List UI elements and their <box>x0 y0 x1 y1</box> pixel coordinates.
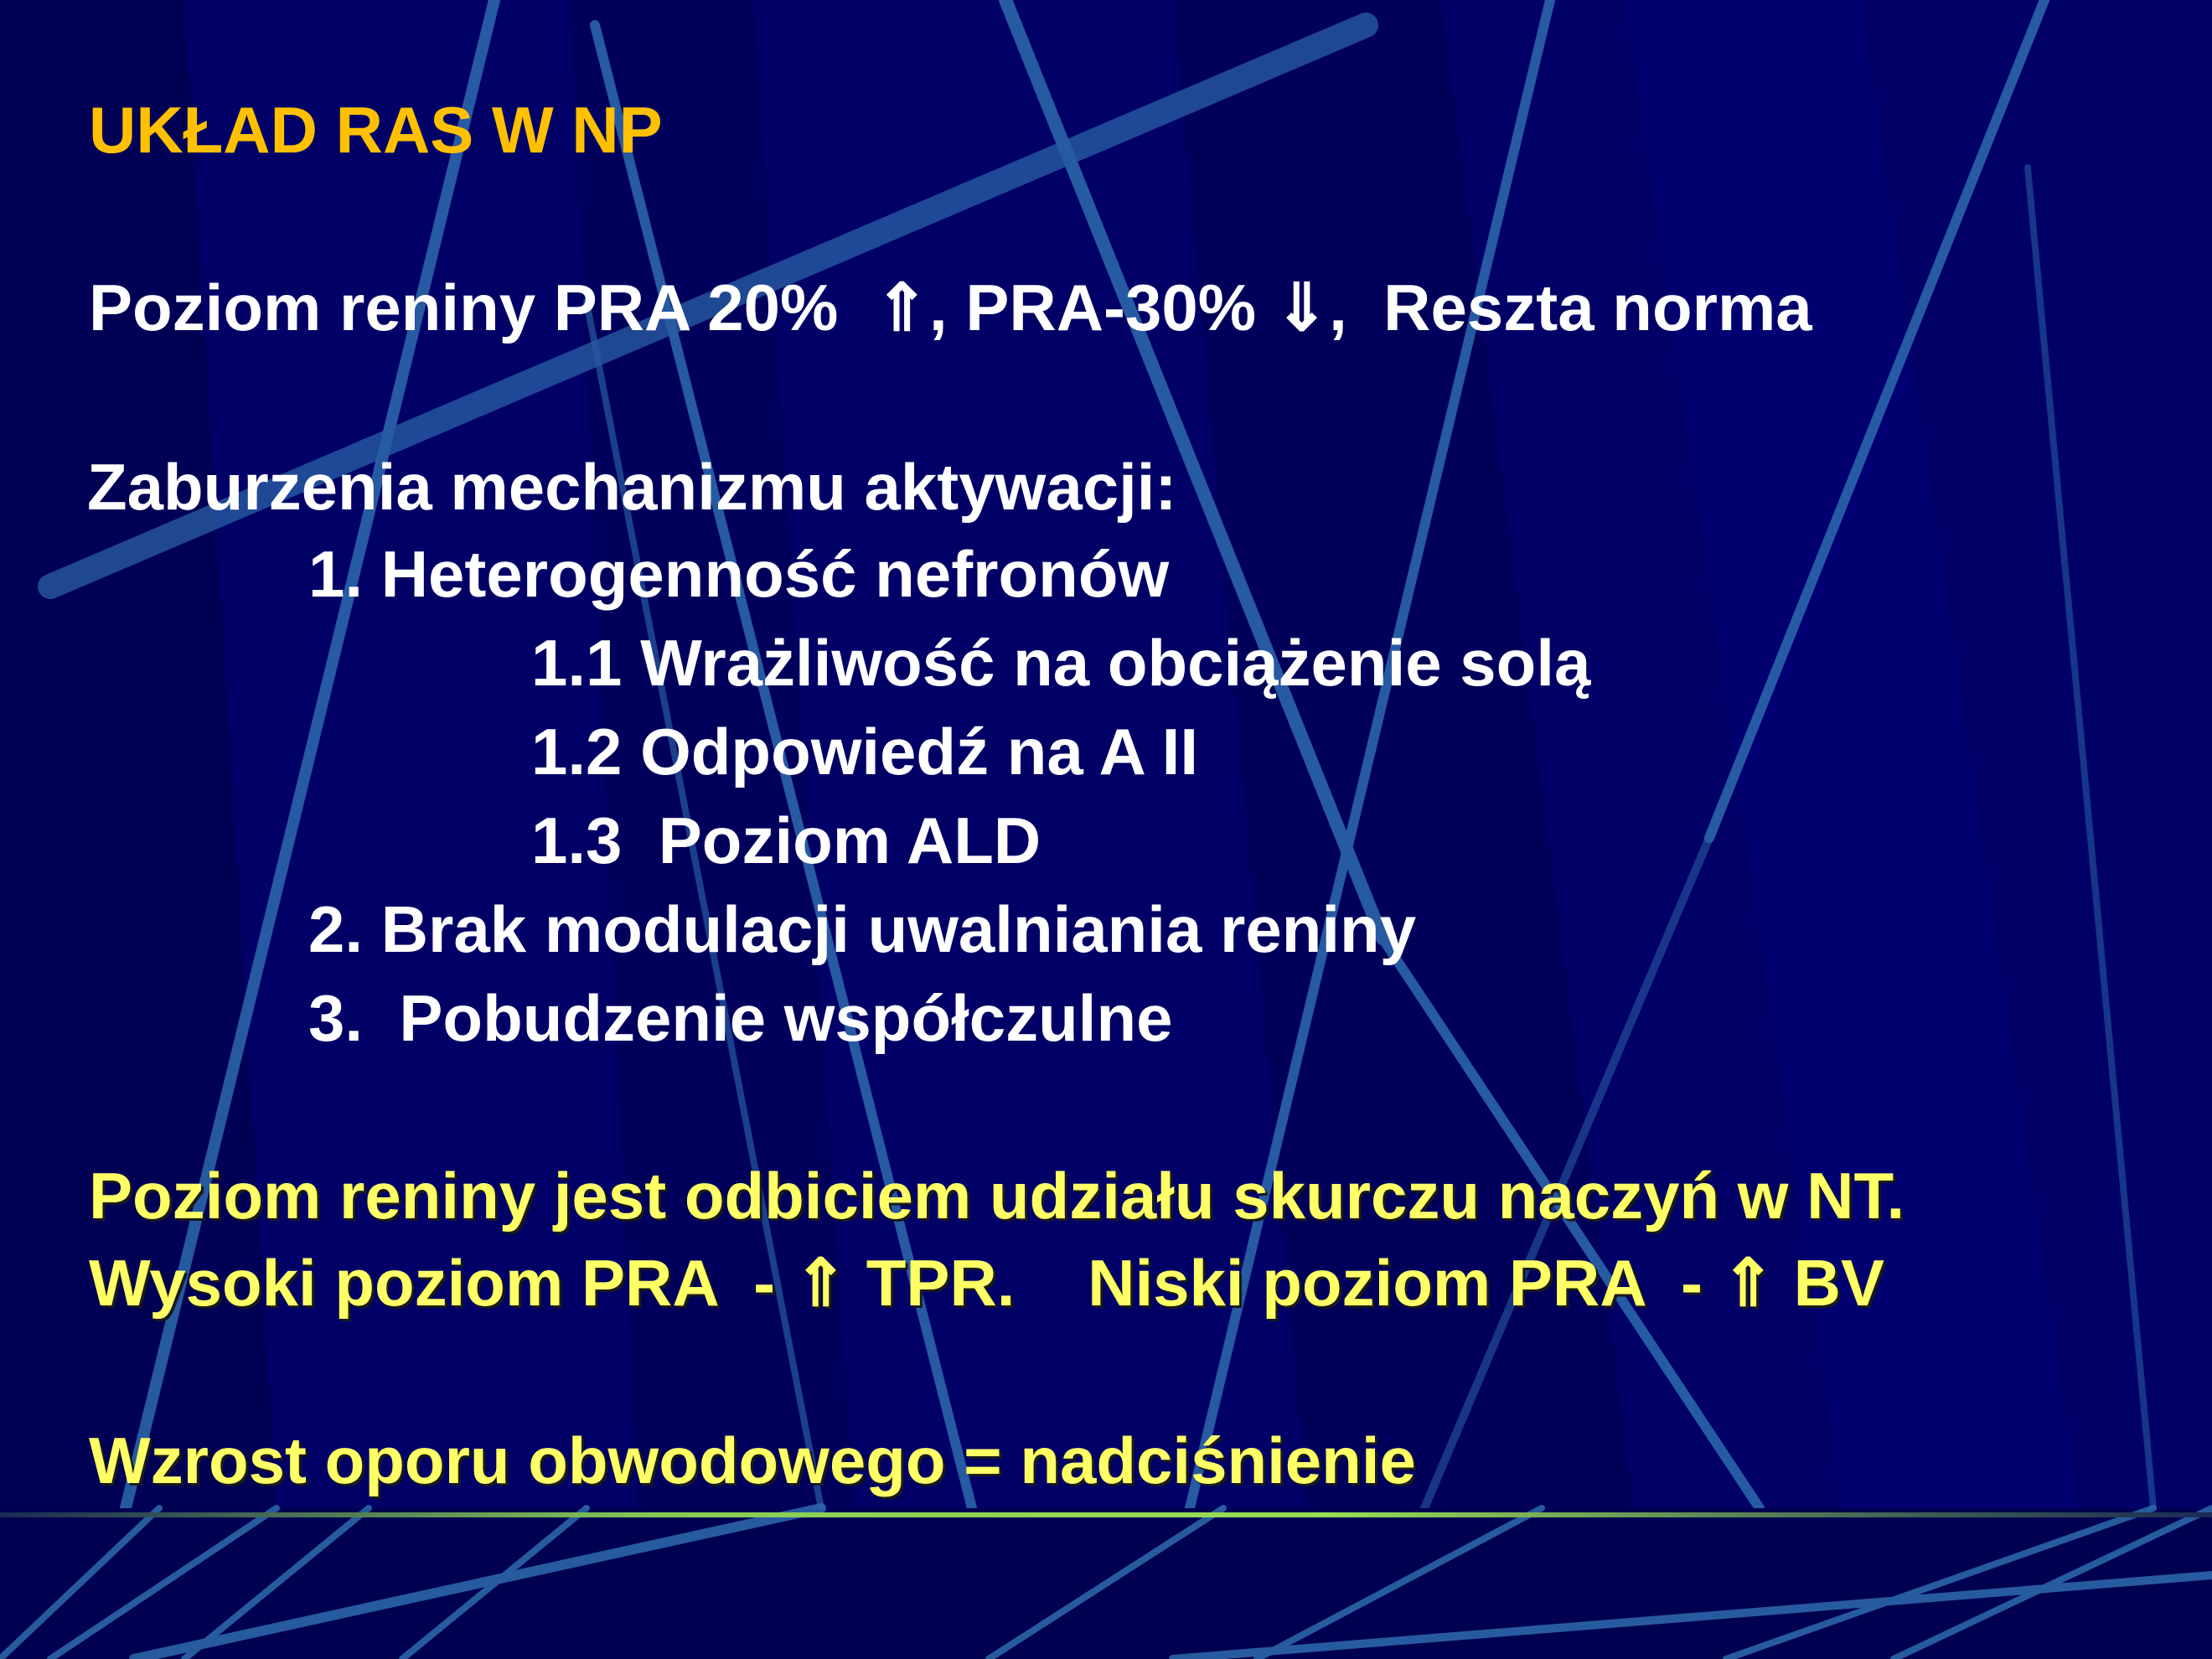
list-item: 1. Heterogenność nefronów <box>308 537 1170 611</box>
slide-title: UKŁAD RAS W NP <box>89 93 663 167</box>
conclusion-line-2: Wysoki poziom PRA - ⇑ TPR. Niski poziom PRA - ⇑ BV <box>89 1246 1885 1320</box>
disorders-heading: Zaburzenia mechanizmu aktywacji: <box>87 450 1177 524</box>
conclusion-line-3: Wzrost oporu obwodowego = nadciśnienie <box>89 1424 1416 1497</box>
renin-level-line: Poziom reniny PRA 20% ⇑, PRA-30% ⇓, Reszta norma <box>89 271 1812 344</box>
list-item: 2. Brak modulacji uwalniania reniny <box>308 892 1417 966</box>
conclusion-line-1: Poziom reniny jest odbiciem udziału skurczu naczyń w NT. <box>89 1159 1905 1233</box>
list-item: 1.1 Wrażliwość na obciążenie solą <box>531 626 1591 700</box>
list-item: 3. Pobudzenie współczulne <box>308 981 1173 1055</box>
list-item: 1.3 Poziom ALD <box>531 804 1041 877</box>
list-item: 1.2 Odpowiedź na A II <box>531 715 1198 788</box>
